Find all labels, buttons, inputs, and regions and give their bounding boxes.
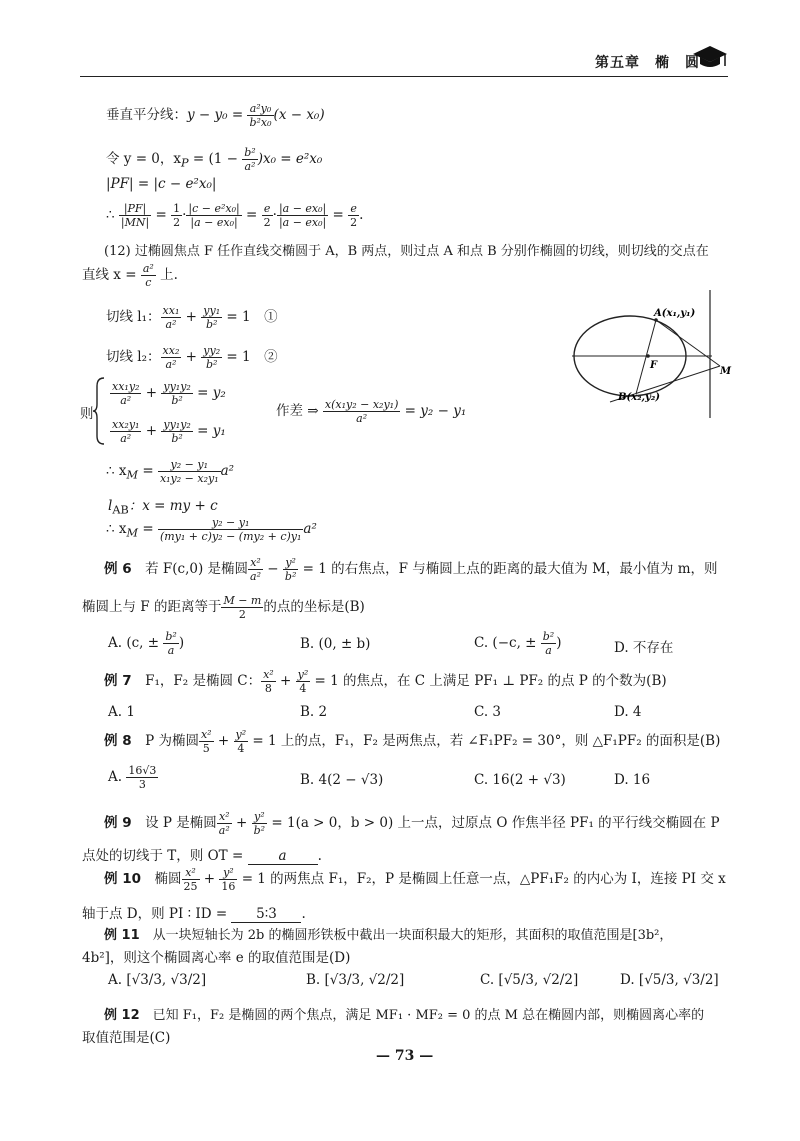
system-eq-1: $\frac{\text{xx₁y₂}}{\text{a²}}$ + $\frac{\text{yy₁y₂}}{\text{b²}}$ = y₂ [112,380,226,407]
example-11-option-c: C. [√5/3, √2/2] [480,972,579,988]
example-7-option-b: B. 2 [300,704,328,720]
example-9-line2: 点处的切线于 T，则 OT = a . [82,848,322,864]
example-6-option-b: B. (0, ± b) [300,636,371,652]
page-number: — 73 — [376,1048,434,1064]
example-12-line2: 取值范围是(C) [82,1030,171,1046]
pf-equation: |PF| = |c − e²x₀| [106,176,217,192]
example-6: 例 6 若 F(c,0) 是椭圆 $\frac{\text{x²}}{\text{a²}}$ − $\frac{\text{y²}}{\text{b²}}$ = 1 的右焦点，F 与椭圆上点的距离的最大值为 M，最小值为 m，则 [104,556,718,583]
example-11-option-d: D. [√5/3, √3/2] [620,972,719,988]
example-7-option-c: C. 3 [474,704,502,720]
ratio-equation: ∴ $\frac{|PF|}{|MN|}$ = $\frac{1}{2}$ · $\frac{\text{|c − e²x₀|}}{\text{|a − ex₀|}}$ = $\frac{e}{2}$ · $\frac{\text{|a − ex₀|}}{\text{|a − ex₀|}}$ = $\frac{e}{2}$ . [106,202,364,229]
example-10-line2: 轴于点 D，则 PI ∶ ID = 5∶3 . [82,906,306,922]
label-b: B(x₂,y₂) [618,392,660,403]
tangent-l2: 切线 l₂： $\frac{\text{xx₂}}{\text{a²}}$ + $\frac{\text{yy₂}}{\text{b²}}$ = 1 ② [106,344,278,371]
example-11: 例 11 从一块短轴长为 2b 的椭圆形铁板中截出一块面积最大的矩形，其面积的取值范围是[3b²， [104,928,673,943]
example-10-answer: 5∶3 [231,906,301,923]
item-12-line2: 直线 x = $\frac{\text{a²}}{c}$ 上. [82,262,178,289]
label-m: M [720,366,732,377]
focal-chord [636,320,656,394]
system-label: 则 [80,406,94,422]
example-8-option-a: A. $\frac{16√3}{3}$ [108,764,157,791]
system-eq-2: $\frac{\text{xx₂y₁}}{\text{a²}}$ + $\frac{\text{yy₁y₂}}{\text{b²}}$ = y₁ [112,418,226,445]
example-7-option-a: A. 1 [108,704,135,720]
example-6-line2: 椭圆上与 F 的距离等于 $\frac{M - m}{2}$ 的点的坐标是(B) [82,594,365,621]
bisector-equation: 垂直平分线：y − y₀ = $\frac{\text{a²y₀}}{\text{b²x₀}}$ (x − x₀) [106,102,325,129]
example-9: 例 9 设 P 是椭圆 $\frac{\text{x²}}{\text{a²}}$ + $\frac{\text{y²}}{\text{b²}}$ = 1(a > 0，b > 0) 上一点，过原点 O 作焦半径 PF₁ 的平行线交椭圆在 P [104,810,720,837]
example-9-answer: a [248,848,318,865]
example-7-option-d: D. 4 [614,704,642,720]
tangent-l1: 切线 l₁： $\frac{\text{xx₁}}{\text{a²}}$ + $\frac{\text{yy₁}}{\text{b²}}$ = 1 ① [106,304,278,331]
example-8-option-b: B. 4(2 − √3) [300,772,384,788]
example-6-option-c: C. (−c, ± $\frac{\text{b²}}{a}$ ) [474,630,562,657]
difference-equation: 作差 ⇒ $\frac{\text{x(x₁y₂ − x₂y₁)}}{\text{a²}}$ = y₂ − y₁ [276,398,467,425]
graduation-cap-icon [692,44,728,70]
example-10: 例 10 椭圆 $\frac{\text{x²}}{25}$ + $\frac{\text{y²}}{16}$ = 1 的两焦点 F₁，F₂，P 是椭圆上任意一点，△PF₁F₂ 的内心为 I，连接 PI 交 x [104,866,726,893]
header-rule [80,76,728,77]
left-brace [92,376,106,446]
line-ab-equation: $l_{AB}$：x = my + c [108,498,218,517]
example-6-option-a: A. (c, ± $\frac{\text{b²}}{a}$ ) [108,630,185,657]
chapter-header: 第五章 椭 圆 [595,55,700,71]
example-12: 例 12 已知 F₁，F₂ 是椭圆的两个焦点，满足 MF₁ · MF₂ = 0 的点 M 总在椭圆内部，则椭圆离心率的 [104,1008,705,1023]
xm-equation-1: ∴ $x_M$ = $\frac{\text{y₂ − y₁}}{\text{x₁y₂ − x₂y₁}}$ a² [106,458,235,485]
xp-equation: 令 y = 0，$x_P = (1$ − $\frac{\text{b²}}{\text{a²}}$ )x₀ = e²x₀ [106,146,323,173]
example-8-option-c: C. 16(2 + √3) [474,772,566,788]
example-8-option-d: D. 16 [614,772,651,788]
ellipse-tangent-figure [570,290,740,420]
example-11-line2: 4b²]，则这个椭圆离心率 e 的取值范围是(D) [82,950,351,966]
label-f: F [650,360,658,371]
example-11-option-a: A. [√3/3, √3/2] [108,972,207,988]
xm-equation-2: ∴ $x_M$ = $\frac{\text{y₂ − y₁}}{\text{(my₁ + c)y₂ − (my₂ + c)y₁}}$ a² [106,516,317,543]
example-8: 例 8 P 为椭圆 $\frac{\text{x²}}{5}$ + $\frac{\text{y²}}{4}$ = 1 上的点，F₁，F₂ 是两焦点，若 ∠F₁PF₂ = 30°，则 △F₁PF₂ 的面积是(B) [104,728,721,755]
label-a: A(x₁,y₁) [654,308,696,319]
example-7: 例 7 F₁，F₂ 是椭圆 C： $\frac{\text{x²}}{8}$ + $\frac{\text{y²}}{4}$ = 1 的焦点，在 C 上满足 PF₁ ⊥ PF₂ 的点 P 的个数为(B) [104,668,667,695]
example-11-option-b: B. [√3/3, √2/2] [306,972,405,988]
item-12-text: (12) 过椭圆焦点 F 任作直线交椭圆于 A，B 两点，则过点 A 和点 B 分别作椭圆的切线，则切线的交点在 [104,244,709,259]
example-6-option-d: D. 不存在 [614,640,674,656]
